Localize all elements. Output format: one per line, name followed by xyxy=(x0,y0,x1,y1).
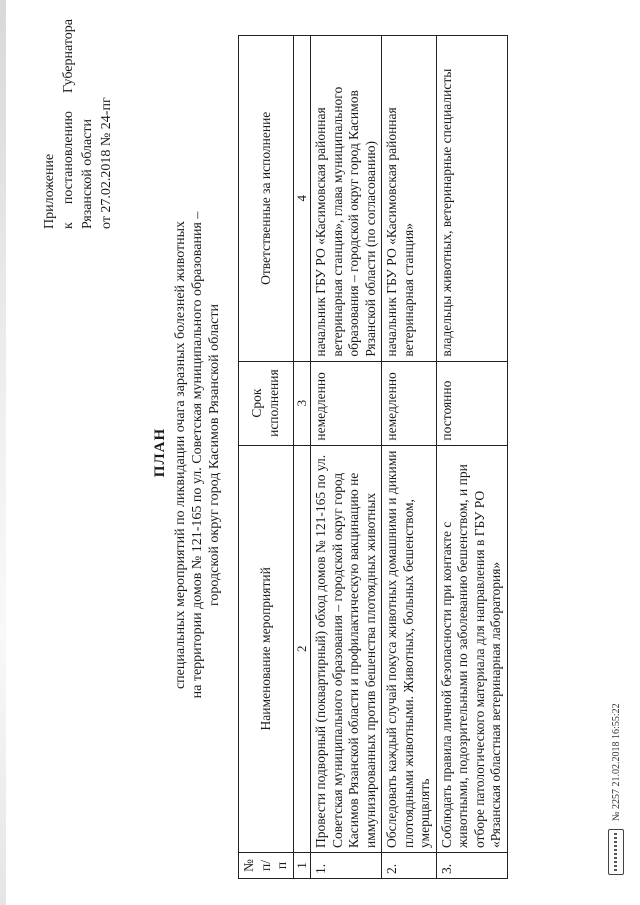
row-responsible: начальник ГБУ РО «Касимовская районная ветеринарная станция», глава муниципального образования – городской округ город Касимов Рязанской области (по согласованию) xyxy=(311,36,382,362)
plan-title: ПЛАН xyxy=(152,427,168,478)
row-number: 3. xyxy=(436,853,507,879)
barcode-stamp-icon xyxy=(608,829,624,875)
row-measure: Провести подворный (поквартирный) обход домов № 121-165 по ул. Советская муниципального образования – городской округ город Касимов Рязанской области и профилактическую вакцинацию не иммунизированных против бешенства плотоядных животных xyxy=(311,445,382,852)
column-index: 1 xyxy=(293,853,311,879)
registration-number: № 2257 21.02.2018 16:55:22 xyxy=(610,703,622,821)
appendix-line-2 xyxy=(59,19,78,229)
appendix-word: к xyxy=(61,222,76,229)
column-index: 2 xyxy=(293,445,311,852)
appendix-region: Рязанской области xyxy=(80,118,95,229)
table-header-row xyxy=(239,36,294,879)
appendix-date: от 27.02.2018 № 24-пг xyxy=(99,97,114,229)
plan-table xyxy=(238,35,508,879)
plan-subtitle-line: на территории домов № 121-165 по ул. Советская муниципального образования – xyxy=(190,211,205,699)
table-row xyxy=(382,36,437,879)
appendix-title: Приложение xyxy=(42,153,57,229)
table-row xyxy=(436,36,507,879)
plan-subtitle-line: специальных мероприятий по ликвидации очага заразных болезней животных xyxy=(173,220,188,690)
appendix-word: постановлению xyxy=(61,111,76,205)
row-responsible: начальник ГБУ РО «Касимовская районная ветеринарная станция» xyxy=(382,36,437,362)
row-responsible: владельцы животных, ветеринарные специалисты xyxy=(436,36,507,362)
header-num: № п/п xyxy=(239,853,294,879)
column-index: 4 xyxy=(293,36,311,362)
row-number: 1. xyxy=(311,853,382,879)
scan-edge-artifact xyxy=(0,0,6,905)
column-index-row xyxy=(293,36,311,879)
header-term: Срок исполнения xyxy=(239,361,294,445)
row-measure: Соблюдать правила личной безопасности при контакте с животными, подозрительными по заболеванию бешенством, и при отборе патологического материала для направления в ГБУ РО «Рязанская областная ветеринарная лаборатория» xyxy=(436,445,507,852)
column-index: 3 xyxy=(293,361,311,445)
appendix-word: Губернатора xyxy=(61,19,76,94)
header-resp: Ответственные за исполнение xyxy=(239,36,294,362)
row-term: постоянно xyxy=(436,361,507,445)
registration-footer xyxy=(608,703,624,875)
row-measure: Обследовать каждый случай покуса животных домашними и дикими плотоядными животными. Животных, больных бешенством, умерщвлять xyxy=(382,445,437,852)
plan-subtitle-line: городской округ город Касимов Рязанской области xyxy=(207,304,222,606)
row-term: немедленно xyxy=(382,361,437,445)
table-row xyxy=(311,36,382,879)
row-number: 2. xyxy=(382,853,437,879)
row-term: немедленно xyxy=(311,361,382,445)
header-name: Наименование мероприятий xyxy=(239,445,294,852)
appendix-block xyxy=(40,19,116,229)
plan-subtitle xyxy=(172,145,223,765)
